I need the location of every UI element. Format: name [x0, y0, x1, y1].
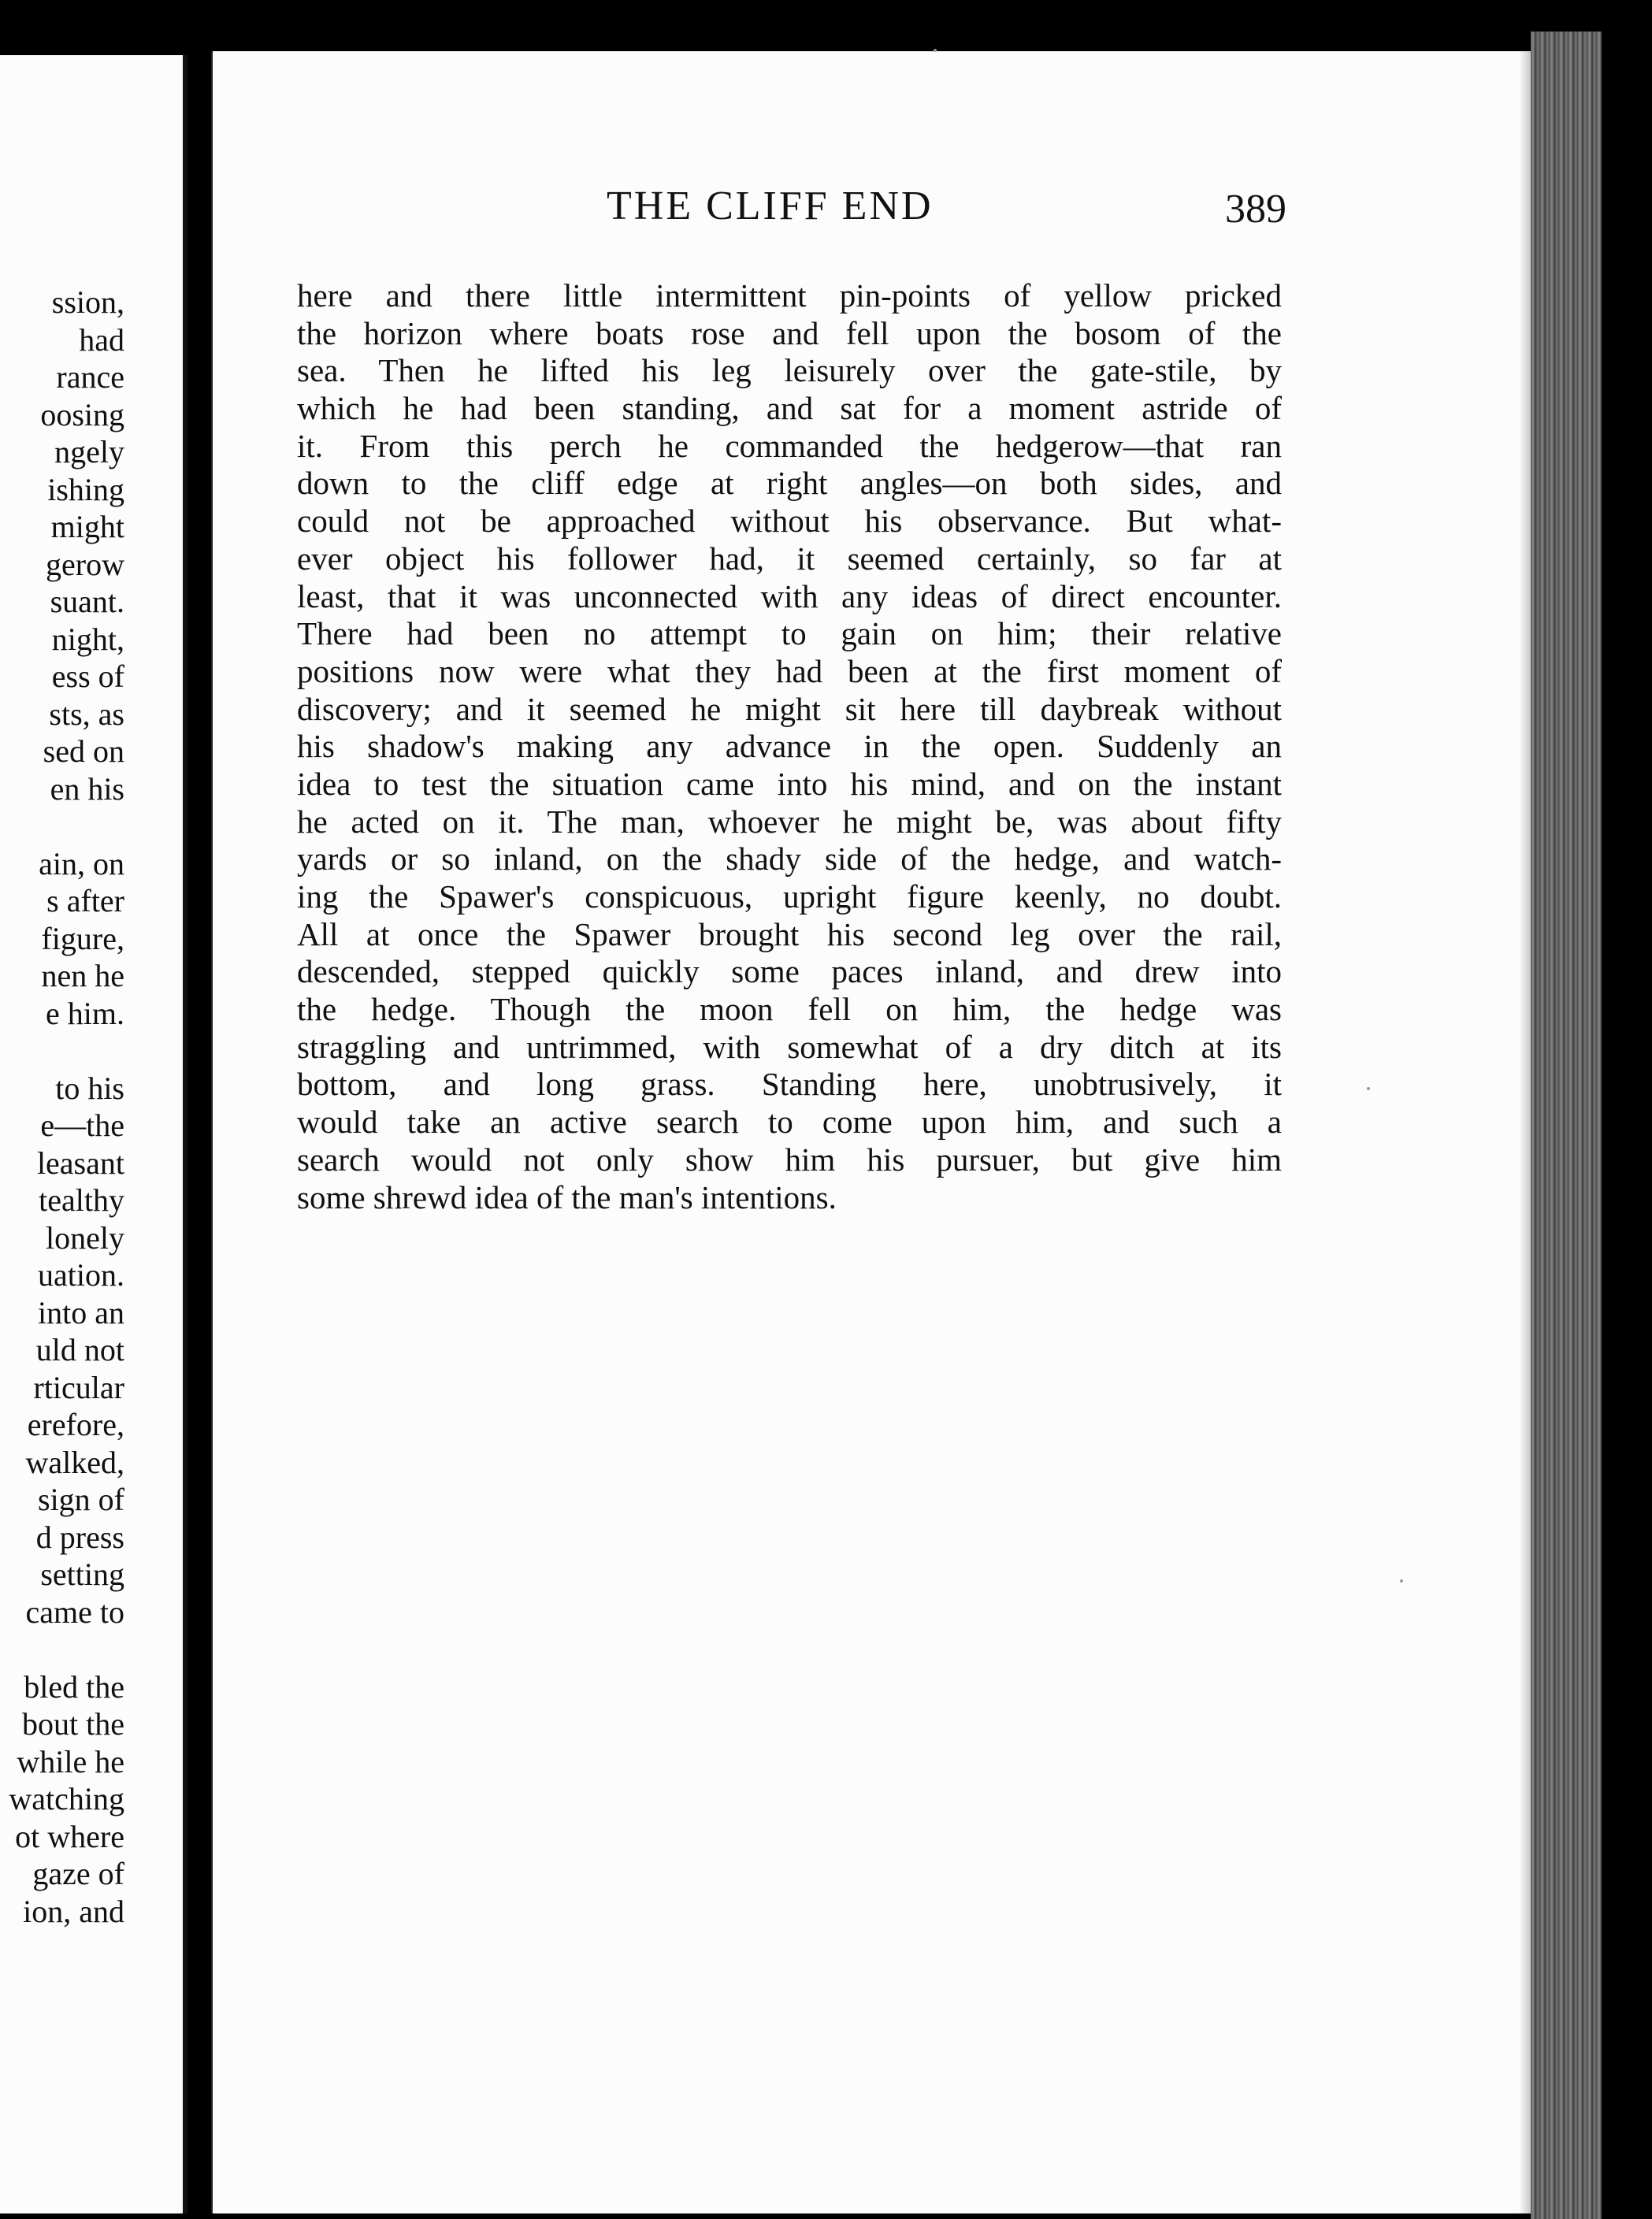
left-page-line: bled the [24, 1668, 124, 1705]
body-line: his shadow's making any advance in the open. Suddenly an [297, 728, 1282, 765]
left-page-line: en his [50, 770, 124, 807]
left-page-line: gaze of [32, 1856, 124, 1891]
body-line: sea. Then he lifted his leg leisurely over the gate-stile, by [297, 352, 1282, 389]
left-page-line: sign of [38, 1482, 124, 1517]
body-line: least, that it was unconnected with any ideas of direct encounter. [297, 577, 1282, 614]
body-line: some shrewd idea of the man's intentions. [297, 1178, 837, 1215]
left-page-line: night, [51, 621, 124, 657]
body-line: search would not only show him his pursuer, but give him [297, 1141, 1282, 1178]
paper-speck [934, 49, 937, 52]
body-line: idea to test the situation came into his mind, and on the instant [297, 765, 1282, 802]
left-page-line: setting [40, 1557, 124, 1592]
left-page-line: ishing [47, 471, 124, 507]
left-page-line: gerow [46, 546, 124, 582]
left-page-line: nen he [41, 958, 124, 993]
left-page-line: might [50, 509, 124, 544]
body-line: discovery; and it seemed he might sit here till daybreak without [297, 690, 1282, 727]
left-page-line: oosing [40, 396, 124, 432]
left-page-line: watching [9, 1781, 124, 1816]
body-line: All at once the Spawer brought his second leg over the rail, [297, 915, 1282, 952]
left-page-line [0, 1631, 124, 1668]
body-line: descended, stepped quickly some paces inland, and drew into [297, 953, 1282, 990]
body-line: ing the Spawer's conspicuous, upright figure keenly, no doubt. [297, 878, 1282, 915]
body-line: could not be approached without his observance. But what- [297, 503, 1282, 540]
left-page-line: into an [38, 1294, 124, 1330]
body-line: would take an active search to come upon him, and such a [297, 1104, 1282, 1141]
left-page-line: sed on [43, 733, 124, 769]
left-page-line: uation. [38, 1257, 124, 1293]
body-line: here and there little intermittent pin-points of yellow pricked [297, 277, 1282, 314]
page-number: 389 [1225, 187, 1286, 232]
body-line: There had been no attempt to gain on him; their relative [297, 615, 1282, 652]
body-line: yards or so inland, on the shady side of the hedge, and watch- [297, 840, 1282, 878]
left-page-line: came to [25, 1594, 124, 1630]
left-page-line: s after [46, 883, 124, 918]
left-page-line: e him. [46, 995, 124, 1031]
left-page-line: figure, [41, 920, 124, 956]
left-page-line: ain, on [39, 845, 124, 881]
body-line: down to the cliff edge at right angles—on both sides, and [297, 465, 1282, 502]
left-page-line: to his [55, 1070, 124, 1106]
left-page-line: walked, [25, 1444, 124, 1480]
left-page-line: while he [17, 1743, 124, 1779]
running-head: THE CLIFF END [607, 184, 934, 228]
body-line: the horizon where boats rose and fell upon the bosom of the [297, 314, 1282, 351]
left-page-line: lonely [46, 1219, 124, 1256]
left-page-line: bout the [22, 1706, 124, 1742]
left-page-line [0, 807, 124, 845]
left-page-line: e—the [40, 1108, 124, 1143]
left-page-line: had [79, 321, 124, 358]
left-page-line: rticular [33, 1369, 124, 1405]
page-edges [1531, 32, 1602, 2219]
body-line: bottom, and long grass. Standing here, unobtrusively, it [297, 1066, 1282, 1103]
left-page-line: suant. [50, 584, 124, 619]
left-page-line: ess of [51, 659, 124, 694]
left-page-line: leasant [36, 1145, 124, 1181]
body-line: he acted on it. The man, whoever he might be, was about fifty [297, 803, 1282, 840]
body-line: it. From this perch he commanded the hedgerow—that ran [297, 427, 1282, 464]
left-page-line: rance [56, 359, 124, 395]
body-line: straggling and untrimmed, with somewhat of a dry ditch at its [297, 1028, 1282, 1065]
left-page-line: ot where [15, 1818, 124, 1854]
body-line: positions now were what they had been at the first moment of [297, 652, 1282, 689]
paper-speck [1367, 1087, 1370, 1090]
left-page-line: d press [35, 1519, 124, 1555]
left-page-text [0, 284, 124, 1930]
left-page-line [0, 1032, 124, 1070]
left-page-line: ngely [54, 434, 124, 469]
body-line: which he had been standing, and sat for a moment astride of [297, 390, 1282, 427]
left-page [0, 55, 187, 2213]
body-line: the hedge. Though the moon fell on him, the hedge was [297, 991, 1282, 1028]
left-page-line: ssion, [51, 284, 124, 320]
left-page-line: sts, as [49, 696, 124, 732]
body-text [297, 277, 1282, 1216]
left-page-line: erefore, [27, 1407, 124, 1442]
left-page-line: ion, and [23, 1893, 124, 1929]
body-line: ever object his follower had, it seemed certainly, so far at [297, 540, 1282, 577]
paper-speck [1400, 1579, 1403, 1583]
left-page-line: tealthy [39, 1182, 124, 1218]
left-page-line: uld not [35, 1332, 124, 1367]
